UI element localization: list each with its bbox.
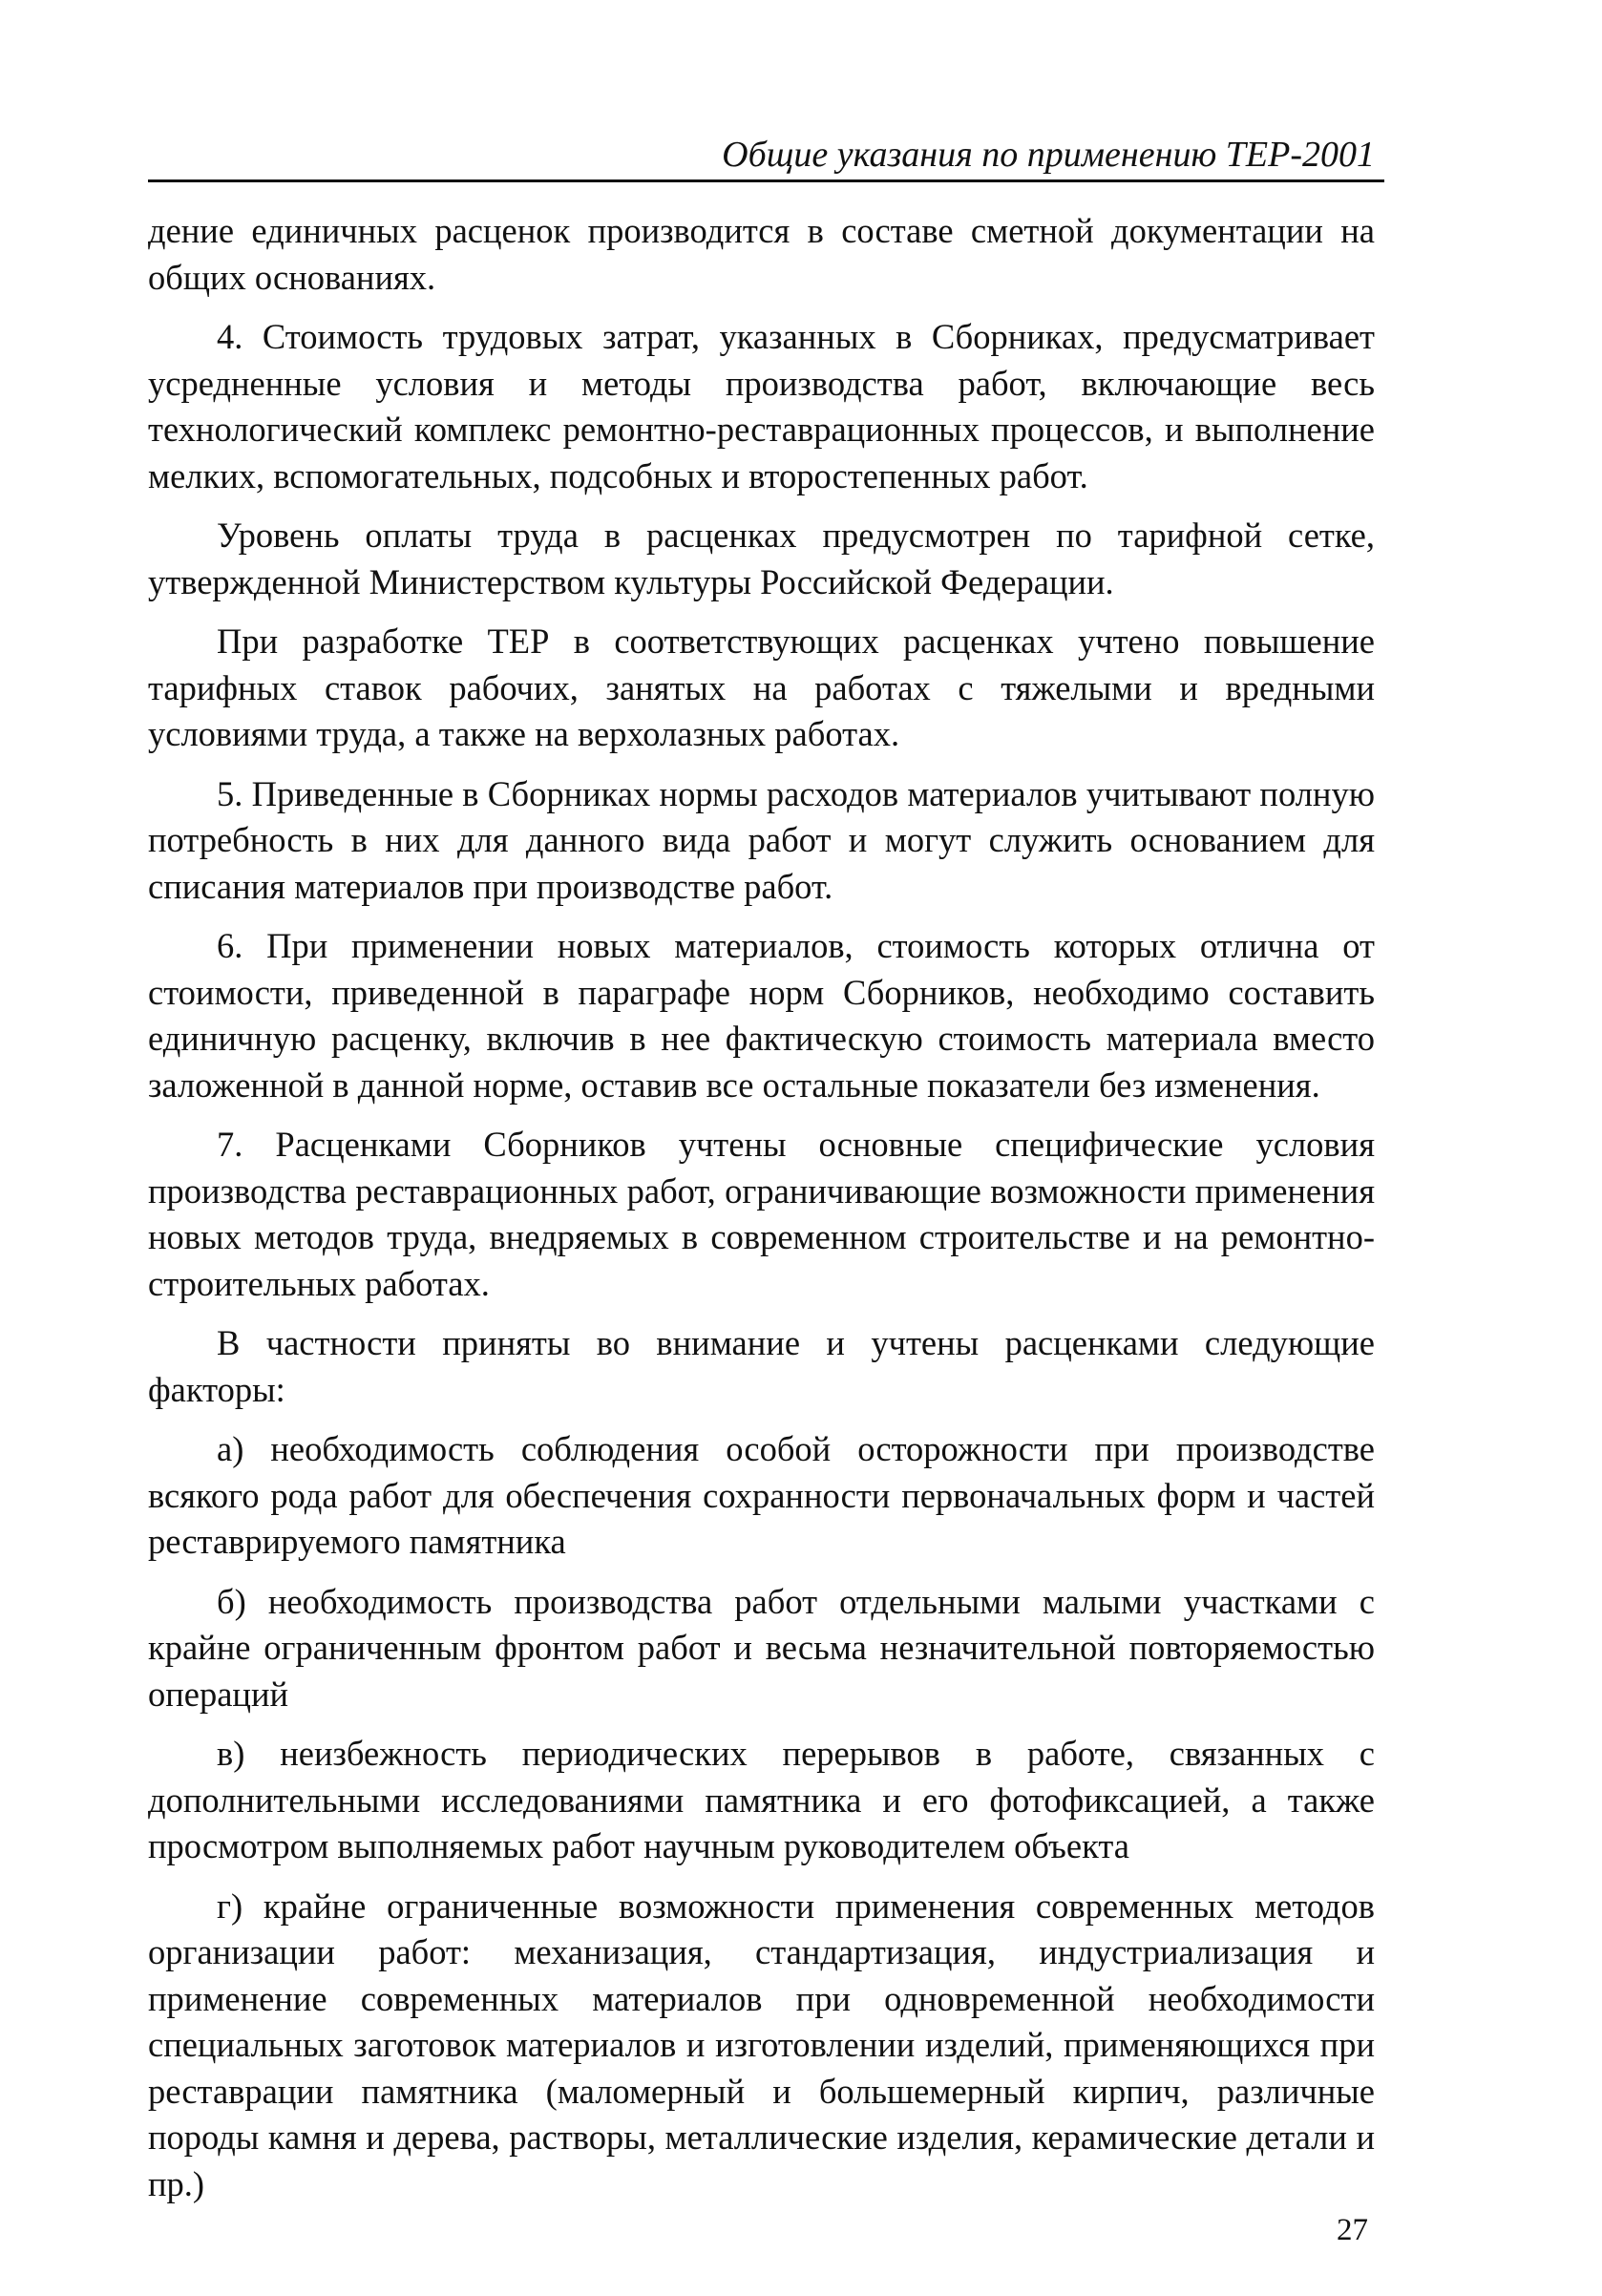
list-item-g: г) крайне ограниченные возможности применения современных методов организации работ: механизация, стандартизация, индустриализация и применение современных материалов при одновременной необходимости специальных заготовок материалов и изготовлении изделий, применяющихся при реставрации памятника (маломерный и большемерный кирпич, различные породы камня и дерева, растворы, металлические изделия, керамические детали и пр.) [148, 1885, 1375, 2203]
paragraph-item-6: 6. При применении новых материалов, стоимость которых отлична от стоимости, приведенной в параграфе норм Сборников, необходимо составить единичную расценку, включив в нее фактическую стоимость материала вместо заложенной в данной норме, оставив все остальные показатели без изменения. [148, 926, 1375, 1105]
paragraph-continuation: дение единичных расценок производится в составе сметной документации на общих основаниях. [148, 211, 1375, 297]
paragraph-item-4: 4. Стоимость трудовых затрат, указанных в Сборниках, предусматривает усредненные условия и методы производства работ, включающие весь технологический комплекс ремонтно-реставрационных процессов, и выполнение мелких, вспомогательных, подсобных и второстепенных работ. [148, 317, 1375, 495]
paragraph-item-7: 7. Расценками Сборников учтены основные специфические условия производства реставрационных работ, ограничивающие возможности применения новых методов труда, внедряемых в современном строительстве и на ремонтно-строительных работах. [148, 1125, 1375, 1303]
list-item-a: а) необходимость соблюдения особой осторожности при производстве всякого рода работ для обеспечения сохранности первоначальных форм и частей реставрируемого памятника [148, 1429, 1375, 1561]
paragraph-item-5: 5. Приведенные в Сборниках нормы расходов материалов учитывают полную потребность в них для данного вида работ и могут служить основанием для списания материалов при производстве работ. [148, 773, 1375, 906]
running-header [148, 124, 1384, 181]
paragraph-wage-level: Уровень оплаты труда в расценках предусмотрен по тарифной сетке, утвержденной Министерством культуры Российской Федерации. [148, 516, 1375, 601]
header-rule [148, 179, 1384, 182]
list-item-b: б) необходимость производства работ отдельными малыми участками с крайне ограниченным фронтом работ и весьма незначительной повторяемостью операций [148, 1581, 1375, 1714]
running-title: Общие указания по применению ТЕР-2001 [722, 135, 1375, 175]
page-number: 27 [1337, 2213, 1368, 2247]
paragraph-factors-intro: В частности приняты во внимание и учтены расценками следующие факторы: [148, 1323, 1375, 1409]
list-item-v: в) неизбежность периодических перерывов в работе, связанных с дополнительными исследованиями памятника и его фотофиксацией, а также просмотром выполняемых работ научным руководителем объекта [148, 1734, 1375, 1865]
paragraph-tariff-increase: При разработке ТЕР в соответствующих расценках учтено повышение тарифных ставок рабочих, занятых на работах с тяжелыми и вредными условиями труда, а также на верхолазных работах. [148, 621, 1375, 753]
body-text [148, 208, 1375, 2221]
